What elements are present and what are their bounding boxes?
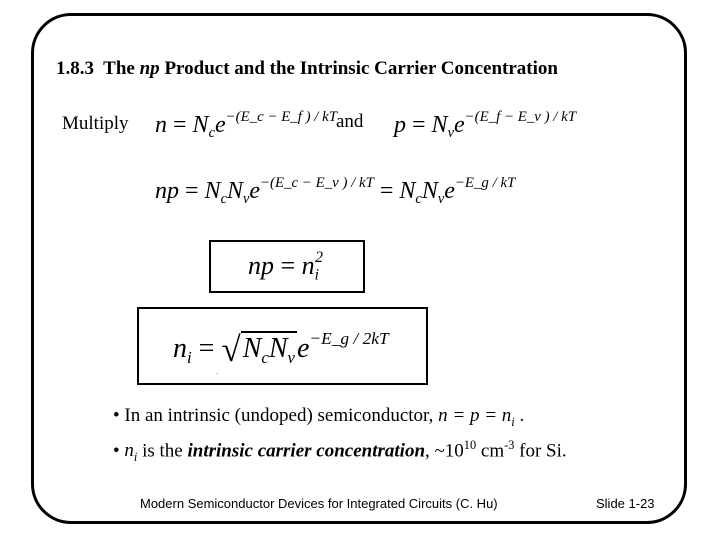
footer-text: Modern Semiconductor Devices for Integrated Circuits (C. Hu) [140,496,498,511]
bullet-intrinsic-carrier-concentration: • $n_i$ is the intrinsic carrier concentration, $\sim 10^{10}$ $cm^{-3}$ for Si. [113,438,567,465]
intrinsic-concentration-equation: $n_i = √N_cN_ve^{-E\_g / 2kT}$ [173,329,389,370]
np-equals-ni-squared-equation: np = $n_i^2$ [248,249,324,284]
square-root: $√N_cN_v$ [221,330,295,370]
bullet-intrinsic-semiconductor: • In an intrinsic (undoped) semiconductor, $n = p = n_i$ . [113,405,525,429]
electron-concentration-equation: $n = N_ce^{-(E\_c - E\_f ) / kT}$ [155,109,337,142]
np-product-equation: np = $N_cN_ve^{-(E\_c - E\_v ) / kT} = N_cN_ve^{-E\_g / kT}$ [155,175,516,208]
slide-number: Slide 1-23 [596,496,655,511]
stray-mark: . [216,367,218,376]
hole-concentration-equation: $p = N_ve^{-(E\_f - E\_v ) / kT}$ [394,109,576,142]
slide-title: 1.8.3 The np Product and the Intrinsic Carrier Concentration [56,58,558,79]
and-label: and [336,111,364,132]
multiply-label: Multiply [62,113,129,134]
